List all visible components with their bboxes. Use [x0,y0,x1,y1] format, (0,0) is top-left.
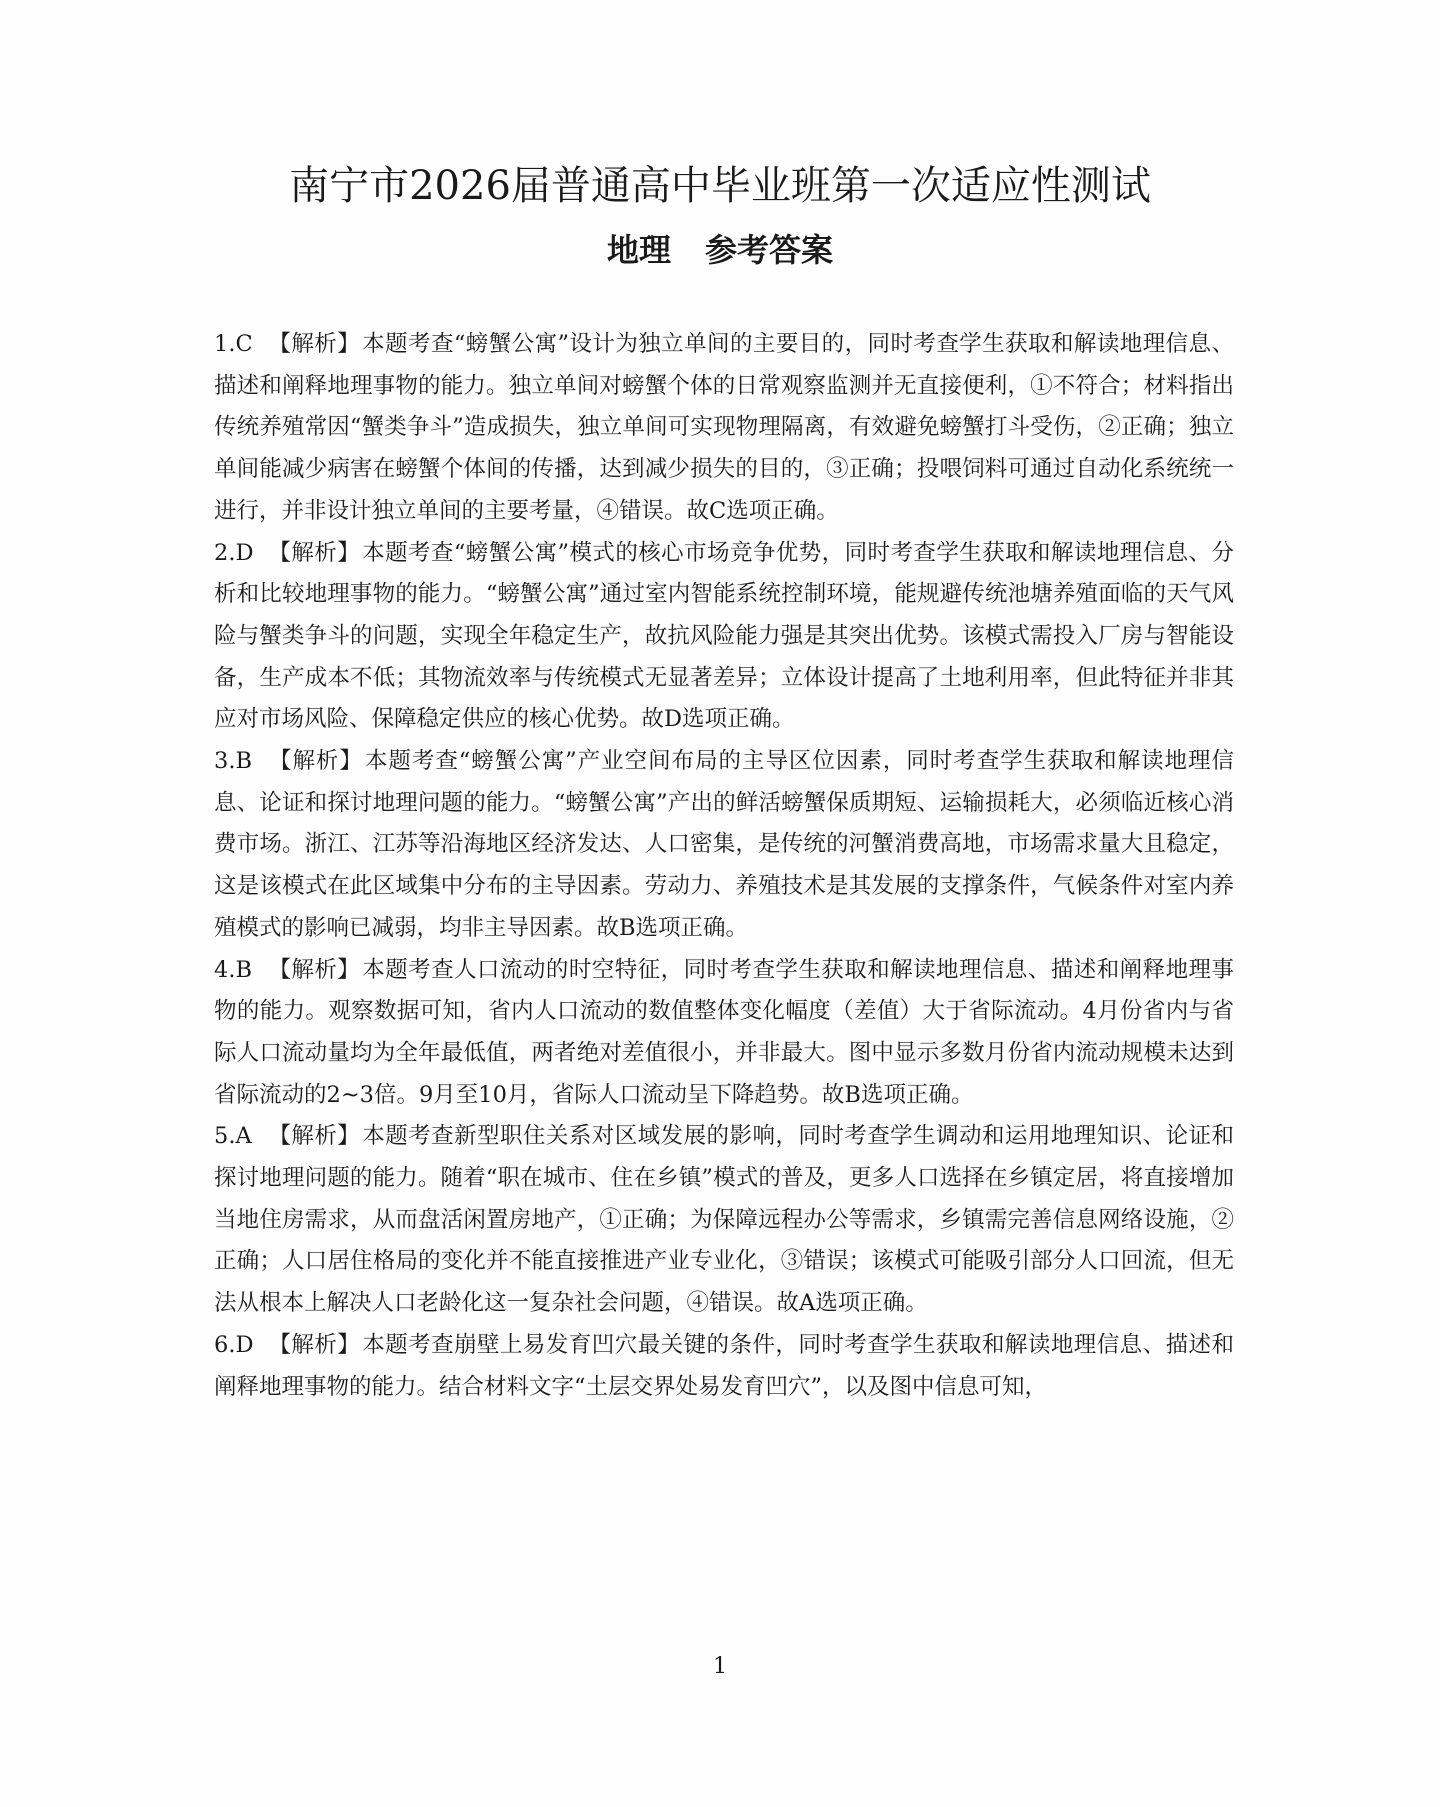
question-number: 3.B [214,748,253,775]
answer-item-1 [214,324,1234,533]
analysis-tag: 【解析】 [268,956,361,983]
answer-text: 本题考查新型职住关系对区域发展的影响，同时考查学生调动和运用地理知识、论证和探讨地理问题的能力。随着“职在城市、住在乡镇”模式的普及，更多人口选择在乡镇定居，将直接增加当地住房需求，从而盘活闲置房地产，①正确；为保障远程办公等需求，乡镇需完善信息网络设施，②正确；人口居住格局的变化并不能直接推进产业专业化，③错误；该模式可能吸引部分人口回流，但无法从根本上解决人口老龄化这一复杂社会问题，④错误。故A选项正确。 [214,1123,1234,1317]
answer-text: 本题考查崩壁上易发育凹穴最关键的条件，同时考查学生获取和解读地理信息、描述和阐释地理事物的能力。结合材料文字“土层交界处易发育凹穴”，以及图中信息可知， [214,1331,1234,1400]
question-number: 2.D [214,539,254,566]
answer-text: 本题考查“螃蟹公寓”模式的核心市场竞争优势，同时考查学生获取和解读地理信息、分析和比较地理事物的能力。“螃蟹公寓”通过室内智能系统控制环境，能规避传统池塘养殖面临的天气风险与蟹类争斗的问题，实现全年稳定生产，故抗风险能力强是其突出优势。该模式需投入厂房与智能设备，生产成本不低；其物流效率与传统模式无显著差异；立体设计提高了土地利用率，但此特征并非其应对市场风险、保障稳定供应的核心优势。故D选项正确。 [214,539,1234,733]
question-number: 6.D [214,1331,254,1358]
answer-text: 本题考查人口流动的时空特征，同时考查学生获取和解读地理信息、描述和阐释地理事物的能力。观察数据可知，省内人口流动的数值整体变化幅度（差值）大于省际流动。4月份省内与省际人口流动量均为全年最低值，两者绝对差值很小，并非最大。图中显示多数月份省内流动规模未达到省际流动的2~3倍。9月至10月，省际人口流动呈下降趋势。故B选项正确。 [214,956,1234,1108]
answer-item-2 [214,533,1234,742]
analysis-tag: 【解析】 [268,1123,361,1150]
page-number: 1 [713,1654,727,1679]
question-number: 1.C [214,331,253,357]
answer-item-5 [214,1116,1234,1325]
answer-text: 本题考查“螃蟹公寓”产业空间布局的主导区位因素，同时考查学生获取和解读地理信息、论证和探讨地理问题的能力。“螃蟹公寓”产出的鲜活螃蟹保质期短、运输损耗大，必须临近核心消费市场。浙江、江苏等沿海地区经济发达、人口密集，是传统的河蟹消费高地，市场需求量大且稳定，这是该模式在此区域集中分布的主导因素。劳动力、养殖技术是其发展的支撑条件，气候条件对室内养殖模式的影响已减弱，均非主导因素。故B选项正确。 [214,748,1234,941]
answer-text: 本题考查“螃蟹公寓”设计为独立单间的主要目的，同时考查学生获取和解读地理信息、描述和阐释地理事物的能力。独立单间对螃蟹个体的日常观察监测并无直接便利，①不符合；材料指出传统养殖常因“蟹类争斗”造成损失，独立单间可实现物理隔离，有效避免螃蟹打斗受伤，②正确；独立单间能减少病害在螃蟹个体间的传播，达到减少损失的目的，③正确；投喂饲料可通过自动化系统统一进行，并非设计独立单间的主要考量，④错误。故C选项正确。 [214,331,1234,524]
analysis-tag: 【解析】 [268,331,361,357]
analysis-tag: 【解析】 [268,1331,361,1358]
document-subtitle [0,226,1440,274]
analysis-tag: 【解析】 [268,748,363,775]
answer-item-4 [214,950,1234,1117]
question-number: 5.A [214,1123,252,1150]
answer-item-3 [214,741,1234,950]
answer-key-label: 参考答案 [705,231,834,269]
answer-list [214,324,1234,1408]
subject-label: 地理 [606,231,671,269]
analysis-tag: 【解析】 [268,539,361,566]
answer-item-6 [214,1325,1234,1408]
document-title: 南宁市2026届普通高中毕业班第一次适应性测试 [289,163,1151,209]
question-number: 4.B [214,956,253,983]
